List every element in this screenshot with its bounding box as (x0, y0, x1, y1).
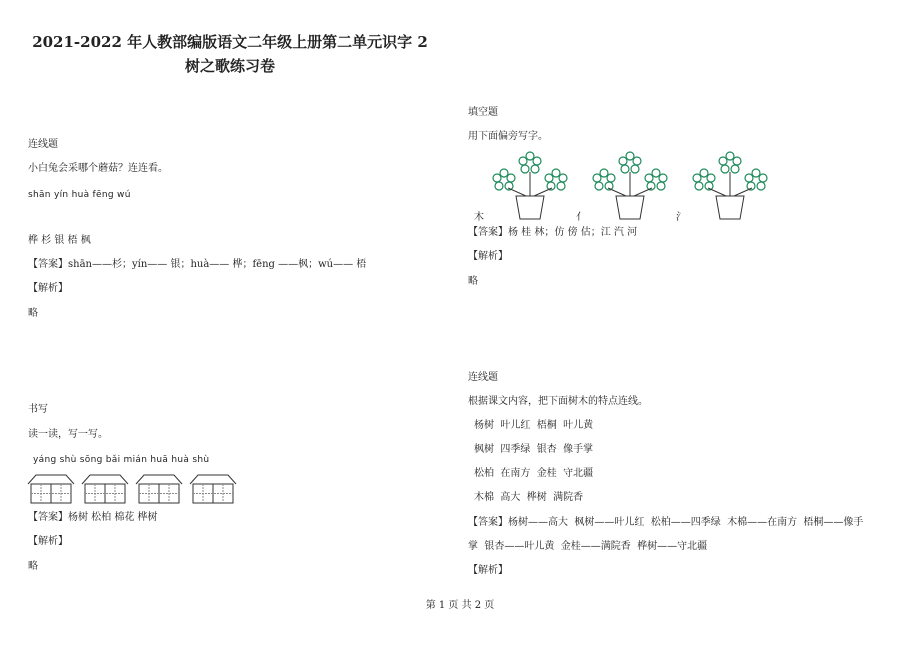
q1-analysis-label: 【解析】 (28, 283, 68, 294)
q2-analysis-label: 【解析】 (28, 536, 68, 547)
writing-grid-2 (81, 474, 129, 504)
q4-analysis-label: 【解析】 (468, 565, 508, 576)
flower-pot-3 (690, 148, 770, 222)
q2-type: 书写 (28, 404, 48, 415)
q1-analysis: 略 (28, 308, 38, 319)
flower-pot-1 (490, 148, 570, 222)
q4-row-3: 松柏 在南方 金桂 守北疆 (474, 468, 594, 479)
q2-answer: 【答案】杨树 松柏 棉花 桦树 (28, 512, 158, 523)
writing-grid-3 (135, 474, 183, 504)
writing-grid-4 (189, 474, 237, 504)
title-line-1: 2021-2022 年人教部编版语文二年级上册第二单元识字 2 (32, 33, 428, 51)
q2-pinyin: yáng shù sōng bǎi mián huā huà shù (33, 455, 210, 465)
q1-type: 连线题 (28, 139, 58, 150)
radical-3: 氵 (676, 212, 686, 223)
q3-answer: 【答案】杨 桂 林；仿 傍 估；江 汽 河 (468, 227, 638, 238)
q1-answer: 【答案】shān——杉；yín—— 银；huà—— 桦；fēng ——枫；wú—— 梧 (28, 259, 367, 270)
document-title (0, 30, 460, 78)
q2-prompt: 读一读，写一写。 (28, 429, 108, 440)
q1-chars: 桦 杉 银 梧 枫 (28, 235, 91, 246)
q1-prompt: 小白兔会采哪个蘑菇？连连看。 (28, 163, 168, 174)
writing-grid-1 (27, 474, 75, 504)
radical-1: 木 (474, 212, 484, 223)
q4-row-1: 杨树 叶儿红 梧桐 叶儿黄 (474, 420, 594, 431)
flower-pot-2 (590, 148, 670, 222)
q4-row-4: 木棉 高大 桦树 满院香 (474, 492, 584, 503)
title-line-2: 树之歌练习卷 (184, 57, 275, 75)
q3-analysis: 略 (468, 276, 478, 287)
radical-2: 亻 (576, 212, 586, 223)
q1-pinyin: shān yín huà fēng wú (28, 190, 131, 200)
q4-answer-line-2: 掌 银杏——叶儿黄 金桂——满院香 桦树——守北疆 (468, 541, 708, 552)
q4-type: 连线题 (468, 372, 498, 383)
page-number: 第 1 页 共 2 页 (425, 600, 495, 611)
q4-answer-line-1: 【答案】杨树——高大 枫树——叶儿红 松柏——四季绿 木棉——在南方 梧桐——像手 (468, 517, 864, 528)
q4-row-2: 枫树 四季绿 银杏 像手掌 (474, 444, 594, 455)
q3-analysis-label: 【解析】 (468, 251, 508, 262)
q3-prompt: 用下面偏旁写字。 (468, 131, 548, 142)
q3-type: 填空题 (468, 107, 498, 118)
q4-prompt: 根据课文内容，把下面树木的特点连线。 (468, 396, 648, 407)
q2-analysis: 略 (28, 561, 38, 572)
